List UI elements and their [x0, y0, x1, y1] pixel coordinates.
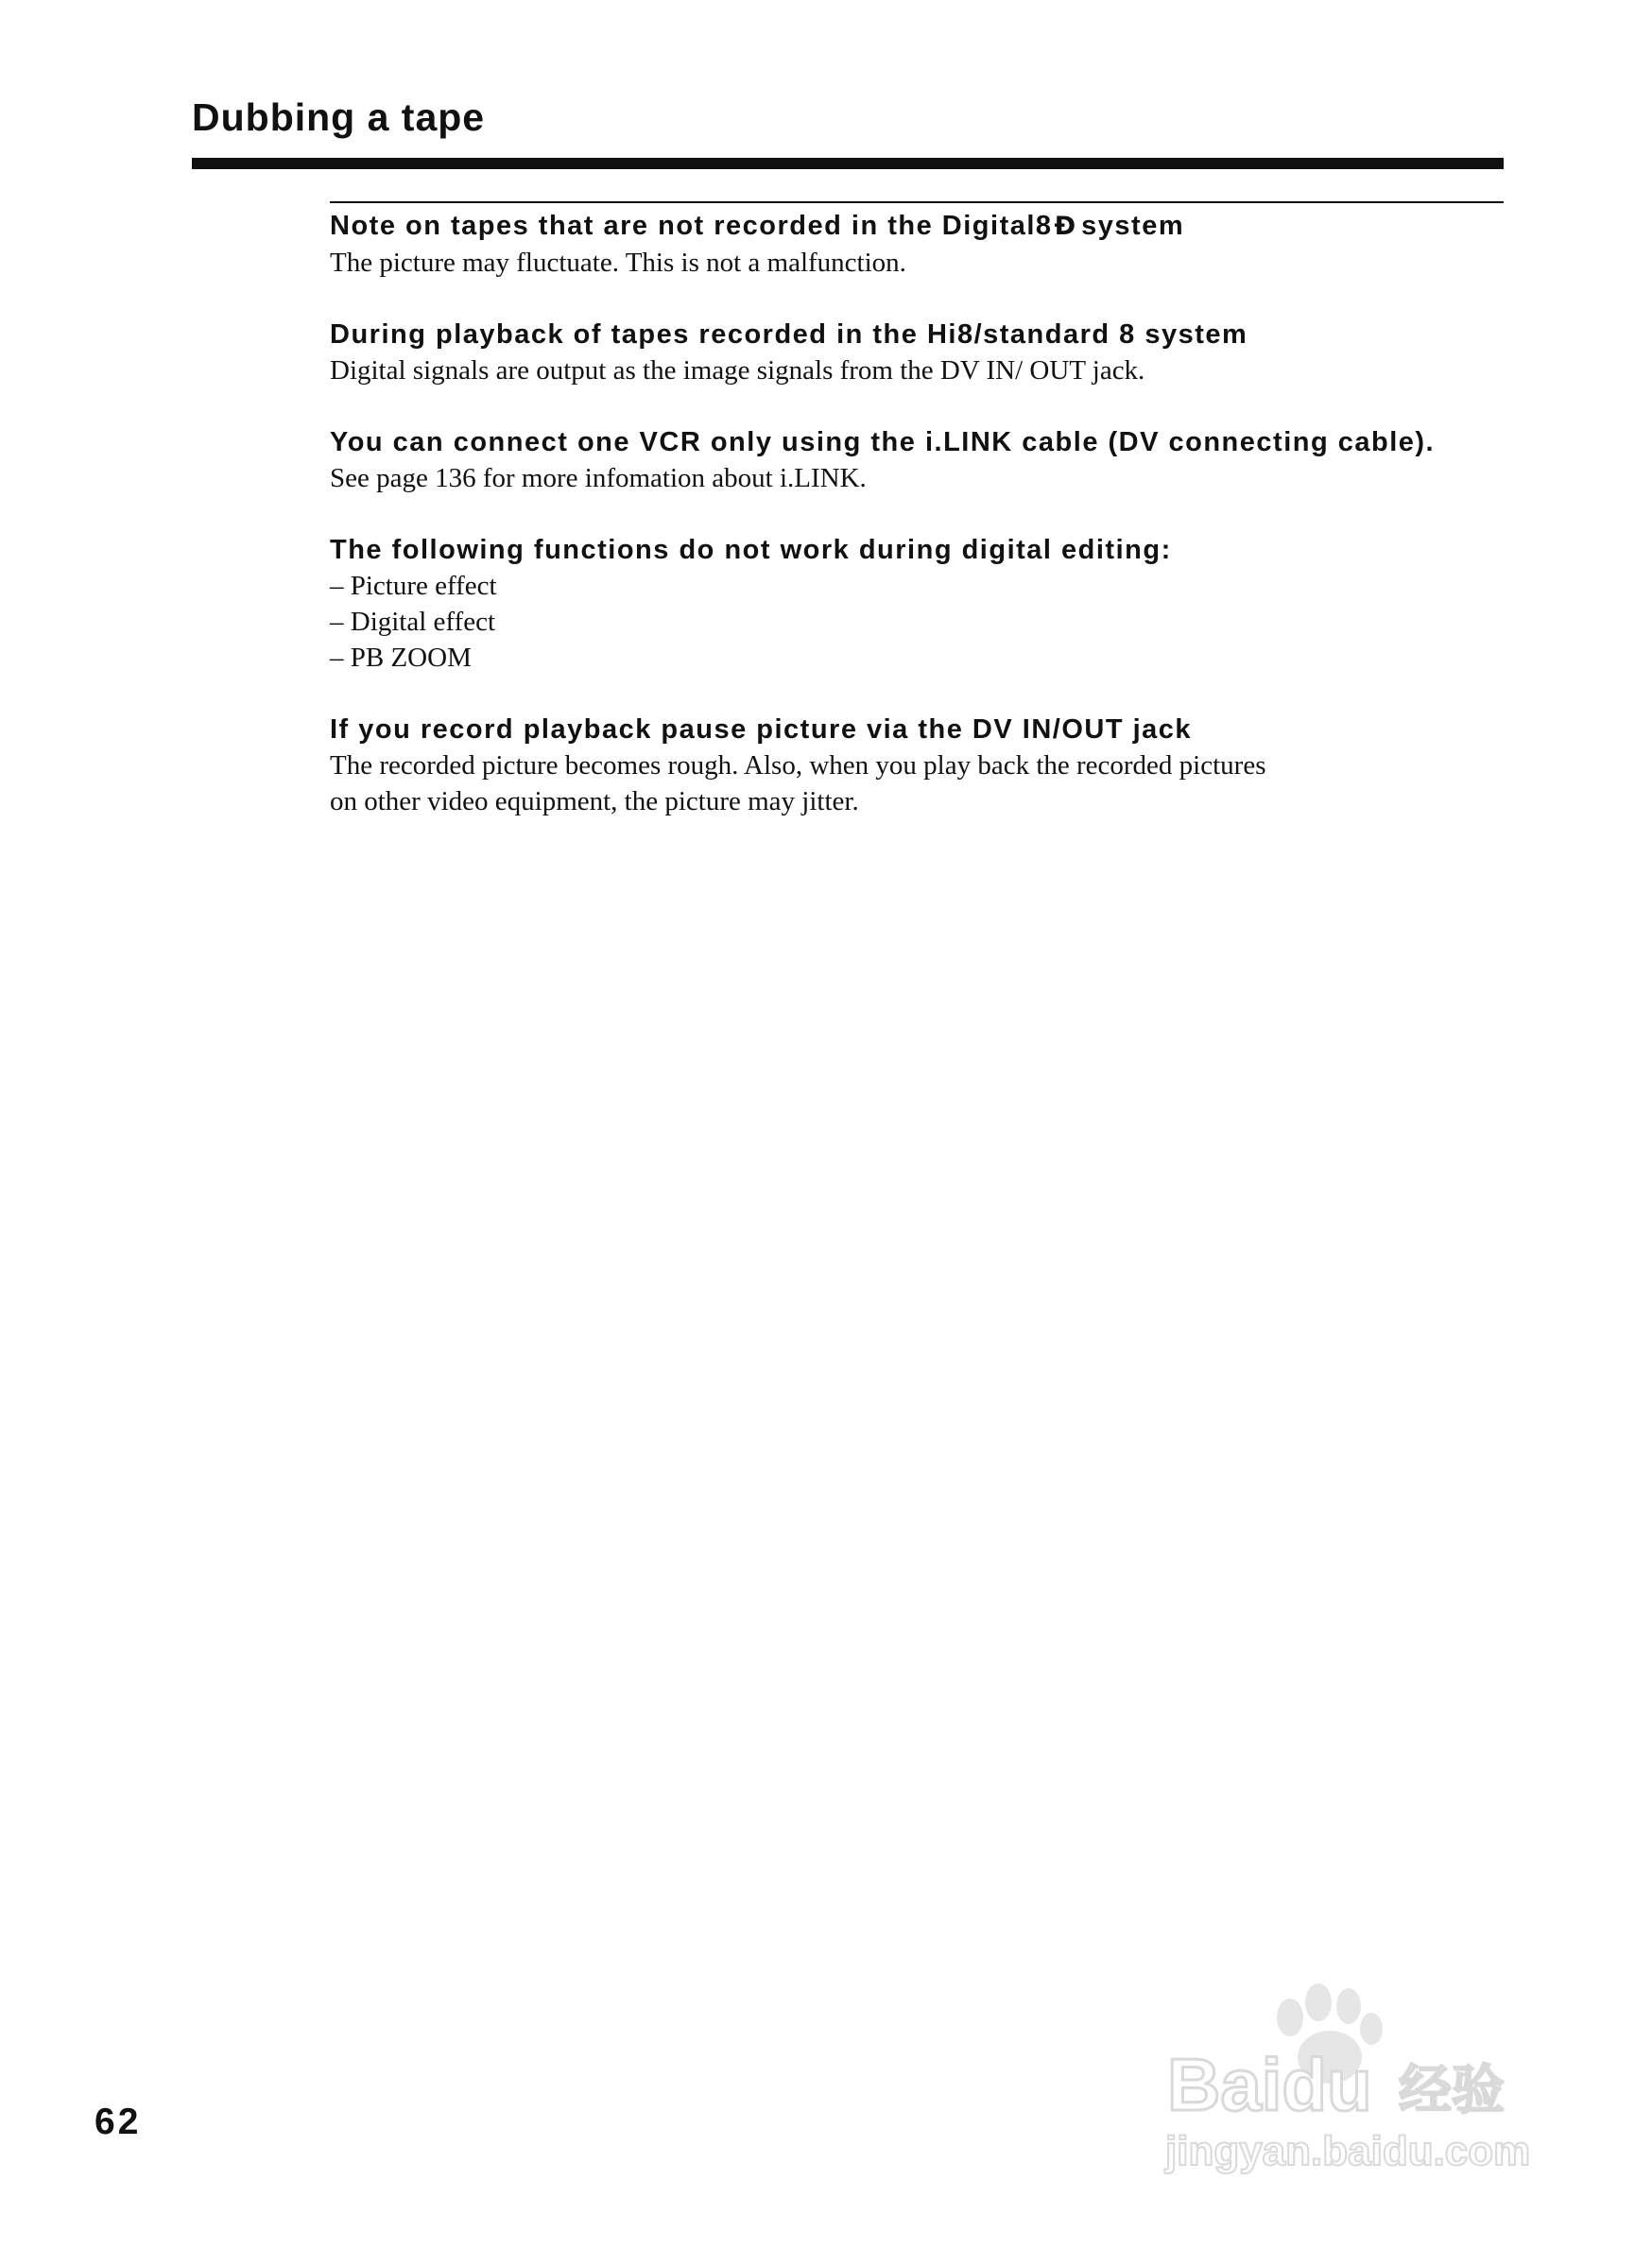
note-ilink-vcr [330, 424, 1504, 496]
note-heading-text: system [1081, 211, 1185, 241]
note-heading: During playback of tapes recorded in the Hi8/standard 8 system [330, 319, 1248, 350]
page-title: Dubbing a tape [192, 95, 486, 139]
note-heading: The following functions do not work during digital editing: [330, 535, 1172, 565]
note-hi8-playback [330, 317, 1504, 388]
function-list [330, 568, 1504, 676]
note-body-line: The recorded picture becomes rough. Also, when you play back the recorded pictures [330, 750, 1266, 781]
watermark-subtitle-text: 经验 [1399, 2060, 1505, 2121]
watermark-brand-text: Baidu [1167, 2043, 1372, 2126]
list-item: – PB ZOOM [330, 643, 472, 673]
note-pause-picture [330, 712, 1504, 819]
note-body: See page 136 for more infomation about i.LINK. [330, 463, 867, 493]
title-rule [192, 158, 1504, 169]
note-digital8-tapes [330, 208, 1504, 281]
note-body-line: on other video equipment, the picture may jitter. [330, 786, 859, 816]
watermark-url-text: jingyan.baidu.com [1165, 2128, 1531, 2174]
list-item: – Digital effect [330, 607, 496, 637]
note-heading: You can connect one VCR only using the i.LINK cable (DV connecting cable). [330, 427, 1436, 457]
section-rule [330, 201, 1504, 203]
notes-content [330, 208, 1504, 855]
note-heading [330, 208, 1504, 245]
digital8-logo-icon: Ð [1054, 212, 1076, 241]
baidu-watermark [1148, 1980, 1545, 2188]
note-heading-text: Note on tapes that are not recorded in the Digital8 [330, 211, 1053, 241]
note-body: Digital signals are output as the image signals from the DV IN/ OUT jack. [330, 355, 1145, 386]
note-heading: If you record playback pause picture via the DV IN/OUT jack [330, 714, 1193, 745]
note-body: The picture may fluctuate. This is not a malfunction. [330, 248, 906, 278]
list-item: – Picture effect [330, 571, 497, 601]
page-number: 62 [95, 2102, 142, 2142]
note-digital-editing-functions [330, 532, 1504, 676]
